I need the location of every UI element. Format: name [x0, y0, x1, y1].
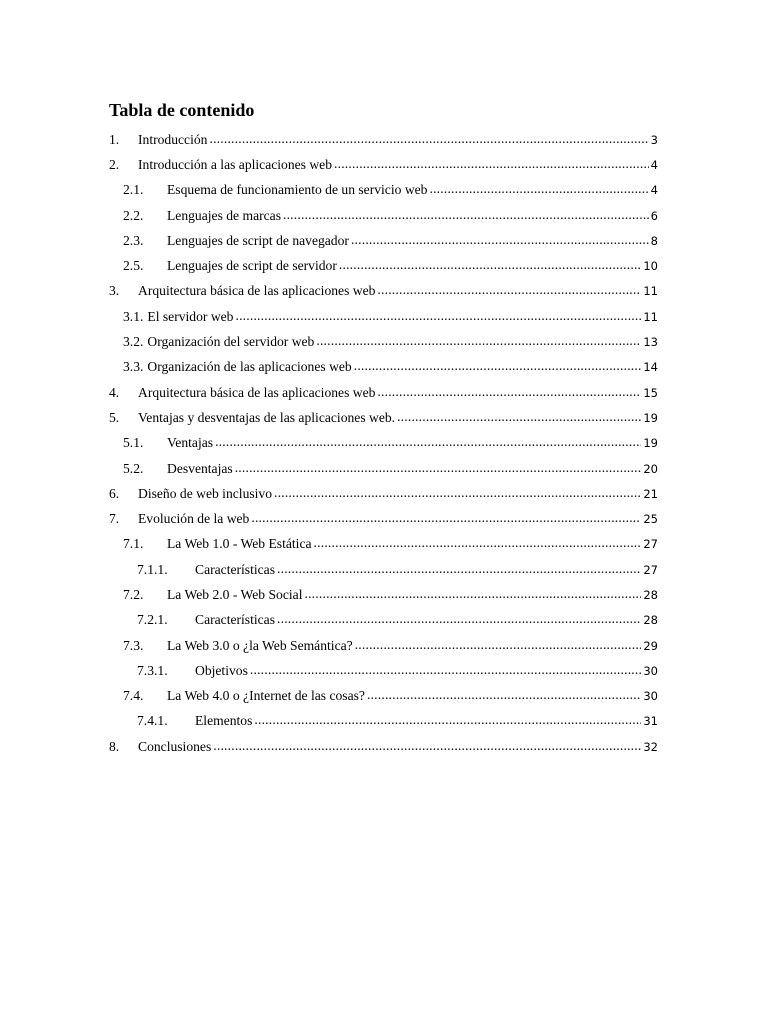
- toc-entry-title: Arquitectura básica de las aplicaciones web: [138, 283, 376, 299]
- toc-entry[interactable]: [0, 178, 658, 203]
- toc-entry-number: 2.5.: [123, 258, 144, 274]
- toc-dot-leader: [355, 638, 642, 654]
- toc-entry-title: La Web 4.0 o ¿Internet de las cosas?: [167, 688, 365, 704]
- toc-entry[interactable]: [0, 456, 658, 481]
- toc-dot-leader: [254, 713, 641, 729]
- toc-entry-number: 3.3.: [123, 359, 144, 375]
- toc-entry-number: 7.: [109, 511, 120, 527]
- toc-dot-leader: [304, 587, 641, 603]
- toc-list: [0, 127, 768, 759]
- toc-entry-title: Diseño de web inclusivo: [138, 485, 273, 501]
- toc-entry[interactable]: [0, 431, 658, 456]
- toc-entry-page-number: 15: [643, 385, 658, 400]
- toc-entry-number: 5.: [109, 409, 120, 425]
- toc-entry[interactable]: [0, 127, 658, 152]
- toc-entry-number: 3.: [109, 283, 120, 299]
- toc-entry[interactable]: [0, 557, 658, 582]
- toc-entry[interactable]: [0, 203, 658, 228]
- toc-dot-leader: [351, 233, 649, 249]
- toc-entry-page-number: 13: [643, 335, 658, 350]
- toc-entry-page-number: 20: [643, 461, 658, 476]
- toc-entry-title: Lenguajes de script de navegador: [167, 232, 349, 248]
- toc-dot-leader: [377, 283, 641, 299]
- toc-entry-title: Características: [195, 561, 276, 577]
- toc-entry[interactable]: [0, 481, 658, 506]
- toc-entry-title: Lenguajes de script de servidor: [167, 258, 337, 274]
- toc-entry-number: 4.: [109, 384, 120, 400]
- toc-dot-leader: [251, 511, 641, 527]
- toc-entry-title: Introducción: [138, 131, 208, 147]
- toc-entry-number: 5.2.: [123, 460, 144, 476]
- toc-dot-leader: [274, 486, 641, 502]
- toc-entry-title: La Web 2.0 - Web Social: [167, 586, 303, 602]
- toc-title: Tabla de contenido: [109, 100, 255, 120]
- toc-entry-page-number: 32: [643, 739, 658, 754]
- toc-dot-leader: [235, 461, 642, 477]
- toc-entry-page-number: 27: [643, 537, 658, 552]
- toc-entry-page-number: 4: [650, 183, 658, 198]
- toc-entry-title: Conclusiones: [138, 738, 212, 754]
- toc-entry-number: 2.: [109, 156, 120, 172]
- toc-entry-number: 1.: [109, 131, 120, 147]
- toc-entry-page-number: 28: [643, 587, 658, 602]
- toc-entry-number: 7.1.1.: [137, 561, 168, 577]
- toc-entry-page-number: 19: [643, 410, 658, 425]
- toc-entry-title: Características: [195, 612, 276, 628]
- toc-dot-leader: [215, 435, 641, 451]
- toc-entry-number: 2.1.: [123, 182, 144, 198]
- toc-entry-page-number: 14: [643, 360, 658, 375]
- toc-entry-page-number: 6: [650, 208, 658, 223]
- toc-entry-number: 7.3.1.: [137, 662, 168, 678]
- toc-entry-page-number: 30: [643, 689, 658, 704]
- toc-entry-page-number: 31: [643, 714, 658, 729]
- toc-entry-title: Ventajas y desventajas de las aplicaciones web.: [138, 409, 396, 425]
- toc-entry-page-number: 11: [643, 284, 658, 299]
- toc-entry[interactable]: [0, 405, 658, 430]
- toc-entry[interactable]: [0, 532, 658, 557]
- toc-entry-title: La Web 1.0 - Web Estática: [167, 536, 312, 552]
- toc-dot-leader: [277, 612, 641, 628]
- toc-entry-title: Organización del servidor web: [147, 334, 315, 350]
- toc-dot-leader: [277, 562, 641, 578]
- toc-entry-page-number: 11: [643, 309, 658, 324]
- toc-dot-leader: [314, 536, 642, 552]
- toc-dot-leader: [213, 739, 641, 755]
- toc-dot-leader: [235, 309, 641, 325]
- toc-entry-page-number: 3: [650, 132, 658, 147]
- toc-entry-number: 7.1.: [123, 536, 144, 552]
- toc-entry-title: Ventajas: [167, 435, 214, 451]
- toc-entry-page-number: 8: [650, 233, 658, 248]
- toc-dot-leader: [354, 359, 642, 375]
- toc-entry-page-number: 19: [643, 436, 658, 451]
- toc-entry-title: Arquitectura básica de las aplicaciones web: [138, 384, 376, 400]
- toc-entry-page-number: 27: [643, 562, 658, 577]
- toc-dot-leader: [429, 182, 648, 198]
- toc-entry-page-number: 29: [643, 638, 658, 653]
- toc-entry[interactable]: [0, 380, 658, 405]
- toc-dot-leader: [397, 410, 641, 426]
- toc-entry-number: 8.: [109, 738, 120, 754]
- toc-entry-title: Objetivos: [195, 662, 248, 678]
- toc-entry[interactable]: [0, 582, 658, 607]
- toc-entry-number: 3.2.: [123, 334, 144, 350]
- toc-entry[interactable]: [0, 253, 658, 278]
- toc-entry-page-number: 21: [643, 486, 658, 501]
- toc-entry-number: 7.2.1.: [137, 612, 168, 628]
- toc-dot-leader: [339, 258, 641, 274]
- toc-entry[interactable]: [0, 355, 658, 380]
- toc-entry-number: 5.1.: [123, 435, 144, 451]
- toc-entry-title: El servidor web: [147, 308, 234, 324]
- toc-entry[interactable]: [0, 228, 658, 253]
- toc-dot-leader: [283, 208, 649, 224]
- toc-entry-title: Introducción a las aplicaciones web: [138, 156, 333, 172]
- toc-entry[interactable]: [0, 304, 658, 329]
- toc-entry-title: Organización de las aplicaciones web: [147, 359, 352, 375]
- toc-entry[interactable]: [0, 506, 658, 531]
- toc-entry-page-number: 28: [643, 613, 658, 628]
- toc-dot-leader: [334, 157, 649, 173]
- toc-entry[interactable]: [0, 279, 658, 304]
- toc-dot-leader: [377, 385, 641, 401]
- toc-entry-page-number: 4: [650, 157, 658, 172]
- toc-entry-page-number: 30: [643, 663, 658, 678]
- toc-entry-title: La Web 3.0 o ¿la Web Semántica?: [167, 637, 353, 653]
- toc-entry-title: Esquema de funcionamiento de un servicio web: [167, 182, 428, 198]
- toc-dot-leader: [250, 663, 641, 679]
- toc-entry[interactable]: [0, 658, 658, 683]
- toc-entry[interactable]: [0, 709, 658, 734]
- toc-entry-number: 7.2.: [123, 586, 144, 602]
- toc-entry-number: 2.2.: [123, 207, 144, 223]
- toc-entry-number: 2.3.: [123, 232, 144, 248]
- toc-dot-leader: [209, 132, 648, 148]
- toc-entry-number: 3.1.: [123, 308, 144, 324]
- toc-entry-page-number: 10: [643, 259, 658, 274]
- toc-entry-title: Desventajas: [167, 460, 233, 476]
- toc-dot-leader: [316, 334, 641, 350]
- toc-entry[interactable]: [0, 329, 658, 354]
- toc-entry[interactable]: [0, 734, 658, 759]
- toc-entry-number: 6.: [109, 485, 120, 501]
- toc-entry-number: 7.3.: [123, 637, 144, 653]
- toc-entry-title: Evolución de la web: [138, 511, 250, 527]
- toc-entry[interactable]: [0, 684, 658, 709]
- toc-entry[interactable]: [0, 152, 658, 177]
- toc-entry-page-number: 25: [643, 512, 658, 527]
- toc-entry[interactable]: [0, 608, 658, 633]
- toc-entry-number: 7.4.: [123, 688, 144, 704]
- toc-entry[interactable]: [0, 633, 658, 658]
- toc-entry-title: Elementos: [195, 713, 253, 729]
- toc-dot-leader: [367, 688, 641, 704]
- toc-entry-title: Lenguajes de marcas: [167, 207, 281, 223]
- toc-entry-number: 7.4.1.: [137, 713, 168, 729]
